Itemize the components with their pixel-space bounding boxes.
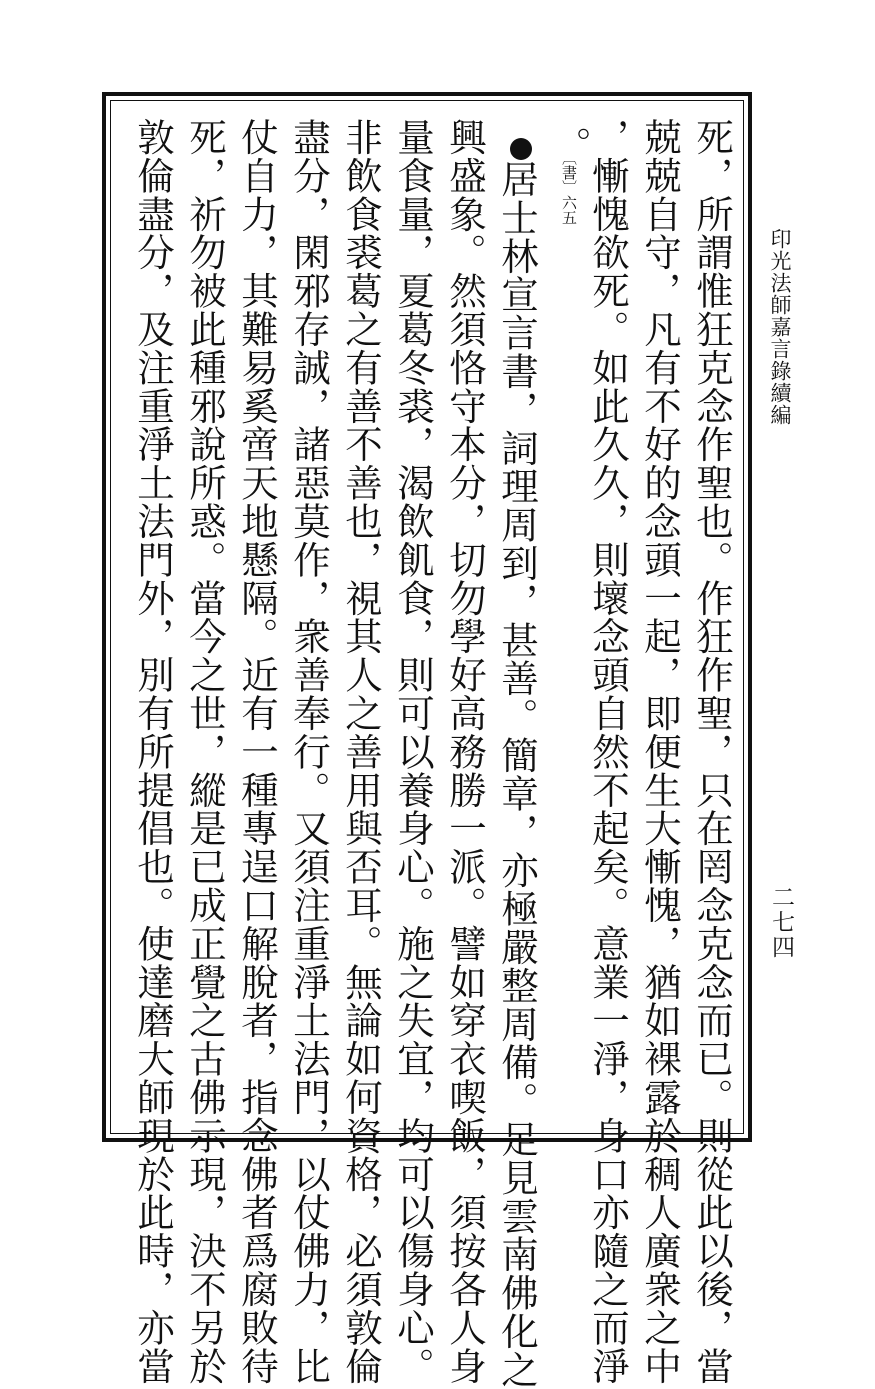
text-column-3: ，慚愧欲死。如此久久，則壞念頭自然不起矣。意業一淨，身口亦隨之而淨 (586, 118, 630, 1386)
section-bullet-icon (510, 138, 532, 160)
text-column-6: 興盛象。然須恪守本分，切勿學好高務勝一派。譬如穿衣喫飯，須按各人身 (443, 118, 487, 1386)
source-note: 〔書〕六五 (560, 150, 578, 225)
text-column-12: 敦倫盡分，及注重淨土法門外，別有所提倡也。使達磨大師現於此時，亦當 (131, 118, 175, 1386)
page-number: 二七四 (768, 885, 794, 960)
text-column-8: 非飲食裘葛之有善不善也，視其人之善用與否耳。無論如何資格，必須敦倫 (339, 118, 383, 1386)
text-column-11: 死，祈勿被此種邪說所惑。當今之世，縱是已成正覺之古佛示現，決不另於 (183, 118, 227, 1386)
text-column-5: 居士林宣言書，詞理周到，甚善。簡章，亦極嚴整周備。足見雲南佛化之 (495, 160, 539, 1389)
text-column-4: 。 (548, 126, 592, 165)
text-column-7: 量食量，夏葛冬裘，渴飲飢食，則可以養身心。施之失宜，均可以傷身心。 (391, 118, 435, 1386)
running-header-book-title: 印光法師嘉言錄續編 (768, 228, 792, 426)
text-column-10: 仗自力，其難易奚啻天地懸隔。近有一種專逞口解脫者，指念佛者爲腐敗待 (235, 118, 279, 1386)
text-column-1: 死，所謂惟狂克念作聖也。作狂作聖，只在罔念克念而已。則從此以後，當 (690, 118, 734, 1386)
text-column-9: 盡分，閑邪存誠，諸惡莫作，衆善奉行。又須注重淨土法門，以仗佛力，比 (287, 118, 331, 1386)
text-column-2: 兢兢自守，凡有不好的念頭一起，即便生大慚愧，猶如裸露於稠人廣衆之中 (638, 118, 682, 1386)
